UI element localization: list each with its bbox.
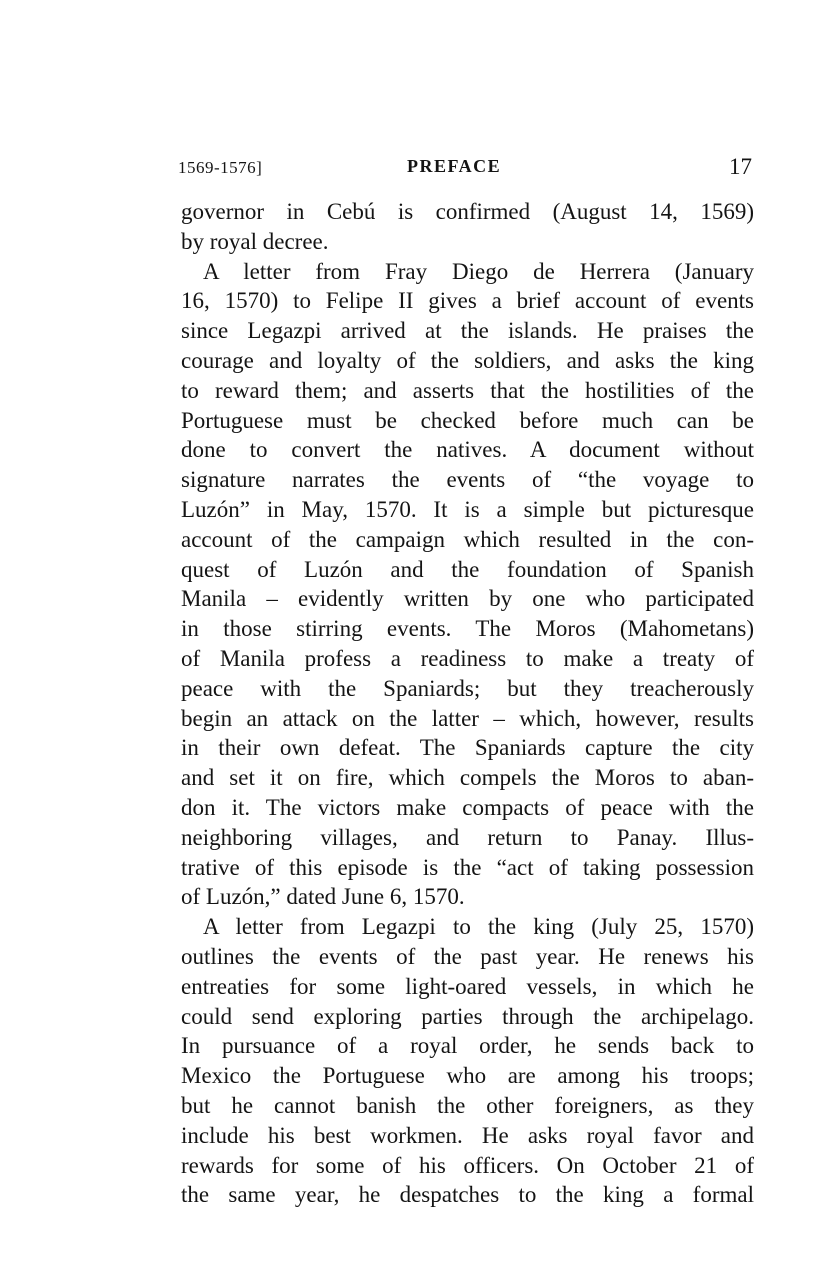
- text-line: of Manila profess a readiness to make a treaty of: [181, 645, 754, 671]
- text-line: but he cannot banish the other foreigners, as they: [181, 1092, 754, 1118]
- text-line: 16, 1570) to Felipe II gives a brief account of events: [181, 288, 754, 314]
- page-number: 17: [729, 154, 752, 179]
- text-line: rewards for some of his officers. On October 21 of: [181, 1152, 754, 1178]
- text-line: quest of Luzón and the foundation of Spanish: [181, 556, 754, 582]
- text-line: could send exploring parties through the archipelago.: [181, 1003, 754, 1029]
- text-line: signature narrates the events of “the voyage to: [181, 467, 754, 493]
- running-head-title: PREFACE: [407, 156, 502, 176]
- text-line: don it. The victors make compacts of peace with the: [181, 794, 754, 820]
- text-line: include his best workmen. He asks royal favor and: [181, 1122, 754, 1148]
- text-line: since Legazpi arrived at the islands. He praises the: [181, 318, 754, 344]
- text-line: Manila – evidently written by one who participated: [181, 586, 754, 612]
- text-line: the same year, he despatches to the king a formal: [181, 1182, 754, 1208]
- text-line: Portuguese must be checked before much can be: [181, 407, 754, 433]
- text-line: in their own defeat. The Spaniards capture the city: [181, 735, 754, 761]
- text-line: account of the campaign which resulted in the con-: [181, 526, 754, 552]
- text-line: done to convert the natives. A document without: [181, 437, 754, 463]
- text-line: outlines the events of the past year. He renews his: [181, 943, 754, 969]
- text-line: trative of this episode is the “act of taking possession: [181, 854, 754, 880]
- text-line: courage and loyalty of the soldiers, and asks the king: [181, 347, 754, 373]
- text-line: A letter from Legazpi to the king (July 25, 1570): [203, 914, 754, 940]
- text-line: Mexico the Portuguese who are among his troops;: [181, 1063, 754, 1089]
- text-line: In pursuance of a royal order, he sends back to: [181, 1033, 754, 1059]
- running-head: [178, 154, 756, 182]
- text-line: governor in Cebú is confirmed (August 14, 1569): [181, 199, 754, 224]
- running-head-date-range: 1569-1576]: [178, 158, 263, 177]
- text-line: neighboring villages, and return to Panay. Illus-: [181, 824, 754, 850]
- text-line: by royal decree.: [181, 228, 329, 254]
- text-line: in those stirring events. The Moros (Mahometans): [181, 616, 754, 642]
- text-line: entreaties for some light-oared vessels, in which he: [181, 973, 754, 999]
- text-line: peace with the Spaniards; but they treacherously: [181, 675, 754, 701]
- text-line: to reward them; and asserts that the hostilities of the: [181, 377, 754, 403]
- text-line: A letter from Fray Diego de Herrera (January: [203, 258, 754, 284]
- body-text: [181, 197, 754, 1210]
- text-line: of Luzón,” dated June 6, 1570.: [181, 884, 465, 910]
- text-line: begin an attack on the latter – which, however, results: [181, 705, 754, 731]
- text-line: and set it on fire, which compels the Moros to aban-: [181, 765, 754, 791]
- text-line: Luzón” in May, 1570. It is a simple but picturesque: [181, 496, 754, 522]
